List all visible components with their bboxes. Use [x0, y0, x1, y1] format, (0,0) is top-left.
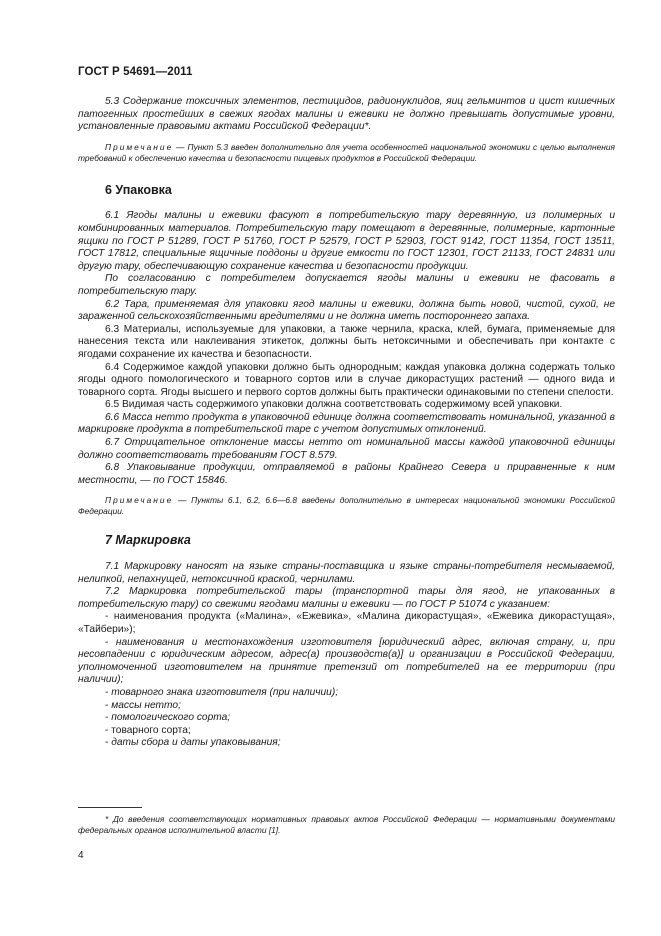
clause-6-5: 6.5 Видимая часть содержимого упаковки должна соответствовать содержимому всей упаковки.	[105, 399, 563, 411]
note-label: Примечание	[105, 495, 174, 506]
page-header-standard: ГОСТ Р 54691—2011	[78, 66, 193, 78]
document-body	[78, 96, 615, 750]
page-number: 4	[78, 850, 84, 861]
clause-7-2: 7.2 Маркировка потребительской тары (транспортной тары для ягод, не упакованных в потребительскую тару) со свежими ягодами малины и ежевики — по ГОСТ Р 51074 с указанием:	[78, 586, 615, 610]
clause-5-3: 5.3 Содержание токсичных элементов, пестицидов, радионуклидов, яиц гельминтов и цист кишечных патогенных простейших в свежих ягодах малины и ежевики не должно превышать допустимые уровни, установленные правовыми актами Российской Федерации*.	[78, 96, 615, 133]
note-label: Примечание	[105, 141, 174, 152]
clause-7-1: 7.1 Маркировку наносят на языке страны-поставщика и языке страны-потребителя несмываемой, нелипкой, непахнущей, нетоксичной краской, чернилами.	[78, 561, 615, 585]
section-6-title: 6 Упаковка	[105, 182, 172, 197]
list-item: - наименования и местонахождения изготовителя [юридический адрес, включая страну, и, при несовпадении с юридическим адресом, адрес(а) производств(а)] и организации в Российской Федерации, уполномоченной изготовителем на принятие претензий от потребителей на ее территории (при наличии);	[78, 637, 615, 687]
section-7-title: 7 Маркировка	[105, 533, 191, 548]
marking-list	[78, 611, 615, 750]
clause-6-7: 6.7 Отрицательное отклонение массы нетто от номинальной массы каждой упаковочной единицы должно соответствовать требованиям ГОСТ 8.579.	[78, 437, 615, 461]
clause-6-6: 6.6 Масса нетто продукта в упаковочной единице должна соответствовать номинальной, указанной в маркировке продукта в потребительской таре с учетом допустимых отклонений.	[78, 411, 615, 436]
note-6	[78, 495, 615, 517]
clause-6-8: 6.8 Упаковывание продукции, отправляемой в районы Крайнего Севера и приравненные к ним местности, — по ГОСТ 15846.	[78, 462, 615, 486]
note-text: — Пункт 5.3 введен дополнительно для учета особенностей национальной экономики с целью выполнения требований к обеспечению качества и безопасности пищевых продуктов в Российской Федерации.	[78, 141, 615, 163]
list-item: - массы нетто;	[78, 700, 615, 713]
list-item: - товарного сорта;	[78, 725, 615, 738]
list-item: - товарного знака изготовителя (при наличии);	[78, 687, 615, 700]
clause-6-1-b: По согласованию с потребителем допускается ягоды малины и ежевики не фасовать в потребительскую тару.	[78, 273, 615, 297]
clause-6-3: 6.3 Материалы, используемые для упаковки, а также чернила, краска, клей, бумага, применяемые для нанесения текста или наклеивания этикеток, должны быть нетоксичными и обеспечивать при контакте с ягодами сохранение их качества и безопасности.	[78, 323, 615, 360]
clause-6-4: 6.4 Содержимое каждой упаковки должно быть однородным; каждая упаковка должна содержать только ягоды одного помологического и товарного сортов или в случае дикорастущих растений — одного вида и товарного сорта. Ягоды высшего и первого сортов должны быть практически одинаковыми по степени спелости.	[78, 361, 615, 398]
note-text: — Пункты 6.1, 6.2, 6.6—6.8 введены дополнительно в интересах национальной экономики Российской Федерации.	[78, 495, 615, 517]
clause-6-2: 6.2 Тара, применяемая для упаковки ягод малины и ежевики, должна быть новой, чистой, сухой, не зараженной сельскохозяйственными вредителями и не должна иметь постороннего запаха.	[78, 298, 615, 323]
clause-6-1: 6.1 Ягоды малины и ежевики фасуют в потребительскую тару деревянную, из полимерных и комбинированных материалов. Потребительскую тару помещают в деревянные, полимерные, картонные ящики по ГОСТ Р 51289, ГОСТ Р 51760, ГОСТ Р 52579, ГОСТ Р 52903, ГОСТ 9142, ГОСТ 11354, ГОСТ 13511, ГОСТ 17812, специальные ящичные поддоны и другие емкости по ГОСТ 12301, ГОСТ 21133, ГОСТ 24831 или другую тару, обеспечивающую сохранение качества и безопасности продукции.	[78, 210, 615, 272]
list-item: - наименования продукта («Малина», «Ежевика», «Малина дикорастущая», «Ежевика дикорастущая», «Тайбери»);	[78, 611, 615, 636]
note-5-3	[78, 142, 615, 164]
list-item: - помологического сорта;	[78, 712, 615, 725]
footnote-divider	[78, 807, 142, 808]
footnote: * До введения соответствующих нормативных правовых актов Российской Федерации — нормативными документами федеральных органов исполнительной власти [1].	[78, 814, 615, 835]
list-item: - даты сбора и даты упаковывания;	[78, 737, 615, 750]
